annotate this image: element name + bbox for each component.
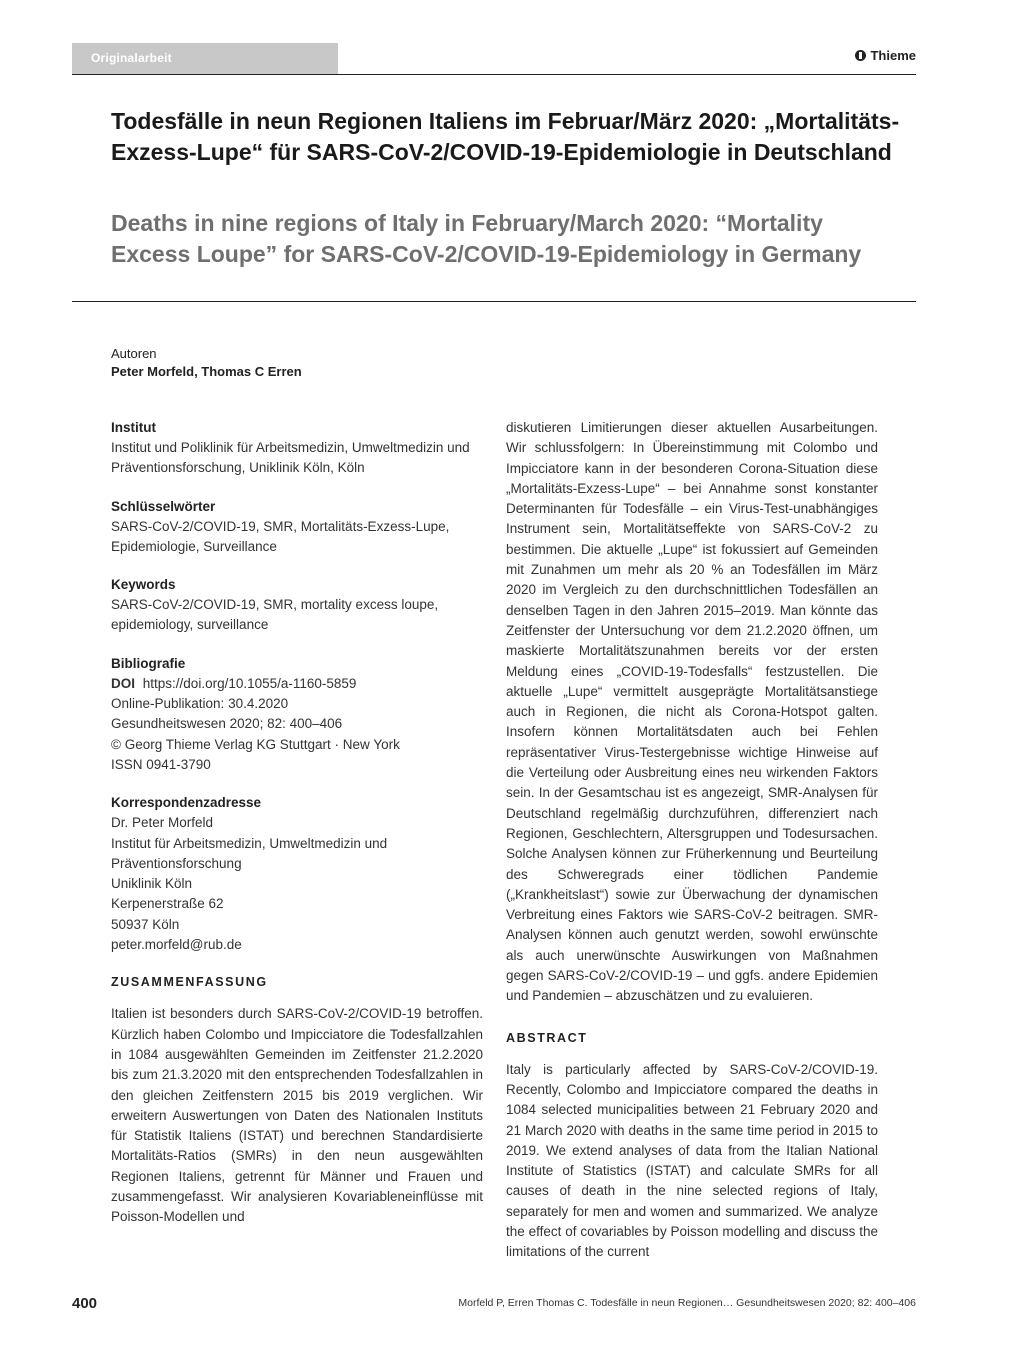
title-english: Deaths in nine regions of Italy in February/March 2020: “Mortality Excess Loupe” for SARS-CoV-2/COVID-19-Epidemiology in Germany [111, 210, 862, 267]
keywords-de-text: SARS-CoV-2/COVID-19, SMR, Mortalitäts-Exzess-Lupe, Epidemiologie, Surveillance [111, 518, 450, 554]
section-tab [72, 43, 338, 74]
authors-names: Peter Morfeld, Thomas C Erren [111, 364, 302, 379]
correspondence-line: 50937 Köln [111, 916, 180, 932]
bibliography-block [111, 654, 483, 775]
correspondence-line: Institut für Arbeitsmedizin, Umweltmedizin und [111, 835, 388, 851]
zusammenfassung-text-part2: diskutieren Limitierungen dieser aktuellen Ausarbeitungen. Wir schlussfolgern: In Übereinstimmung mit Colombo und Impicciatore kann in der besonderen Corona-Situation diese „Mortalitäts-Exzess-Lupe“ – bei Annahme sonst konstanter Determinanten für Todesfälle – ein Virus-Test-unabhängiges Instrument sein, Mortalitätseffekte von SARS-CoV-2 zu bestimmen. Die aktuelle „Lupe“ ist fokussiert auf Gemeinden mit Zunahmen um mehr als 20 % an Todesfällen im März 2020 im Vergleich zu den durchschnittlichen Todesfällen an denselben Tagen in den Jahren 2015–2019. Man könnte das Zeitfenster der Untersuchung vor dem 21.2.2020 öffnen, um maskierte Mortalitätszunahmen bereits vor der ersten Meldung eines „COVID-19-Todesfalls“ festzustellen. Die aktuelle „Lupe“ vermittelt ausgeprägte Mortalitätsanstiege auch in Regionen, die nicht als Corona-Hotspot galten. Insofern können Mortalitätsdaten auch bei Fehlen repräsentativer Virus-Testergebnisse wichtige Hinweise auf die Verteilung oder Ausbreitung eines neu wirkenden Faktors sein. In der Gesamtschau ist es angezeigt, SMR-Analysen für Deutschland regelmäßig durchzuführen, differenziert nach Regionen, Geschlechtern, Altersgruppen und Todesursachen. Solche Analysen können zur Früherkennung und Beurteilung des Schweregrads einer tödlichen Pandemie („Krankheitslast“) sowie zur Überwachung der dynamischen Verbreitung eines Faktors wie SARS-CoV-2 beitragen. SMR-Analysen können auch genutzt werden, sowohl erwünschte als auch unerwünschte Auswirkungen von Maßnahmen gegen SARS-CoV-2/COVID-19 – und ggfs. andere Epidemien und Pandemien – abzuschätzen und zu evaluieren. [506, 420, 878, 1004]
correspondence-line: Präventionsforschung [111, 855, 242, 871]
doi-line [111, 674, 483, 694]
publisher-logo [855, 48, 916, 63]
doi-link[interactable]: https://doi.org/10.1055/a-1160-5859 [142, 675, 357, 691]
keywords-de-block [111, 497, 483, 558]
correspondence-block [111, 793, 483, 955]
correspondence-line: Uniklinik Köln [111, 876, 193, 892]
keywords-en-text: SARS-CoV-2/COVID-19, SMR, mortality excess loupe, epidemiology, surveillance [111, 597, 439, 633]
institute-text: Institut und Poliklinik für Arbeitsmedizin, Umweltmedizin und Präventionsforschung, Uniklinik Köln, Köln [111, 440, 470, 476]
zusammenfassung-heading: ZUSAMMENFASSUNG [111, 975, 268, 990]
footer-citation: Morfeld P, Erren Thomas C. Todesfälle in neun Regionen… Gesundheitswesen 2020; 82: 400–406 [458, 1297, 916, 1309]
correspondence-line: Kerpenerstraße 62 [111, 896, 224, 912]
publisher-name: Thieme [870, 48, 916, 63]
abstract-text: Italy is particularly affected by SARS-CoV-2/COVID-19. Recently, Colombo and Impicciatore compared the deaths in 1084 selected municipalities between 21 February 2020 and 21 March 2020 with deaths in the same time period in 2015 to 2019. We extend analyses of data from the Italian National Institute of Statistics (ISTAT) and calculate SMRs for all causes of death in the nine selected regions of Italy, separately for men and women and summarized. We analyze the effect of covariables by Poisson modelling and discuss the limitations of the current [506, 1061, 878, 1260]
keywords-de-label: Schlüsselwörter [111, 498, 216, 514]
header-divider [72, 74, 916, 75]
section-tab-label: Originalarbeit [91, 51, 172, 65]
correspondence-email[interactable]: peter.morfeld@rub.de [111, 937, 242, 953]
keywords-en-label: Keywords [111, 577, 176, 593]
right-column [506, 418, 878, 1263]
left-column [111, 418, 483, 1228]
title-german: Todesfälle in neun Regionen Italiens im Februar/März 2020: „Mortalitäts-Exzess-Lupe“ für SARS-CoV-2/COVID-19-Epidemiologie in Deutschland [111, 108, 900, 165]
institute-label: Institut [111, 420, 156, 435]
online-publication: Online-Publikation: 30.4.2020 [111, 696, 289, 712]
institute-block [111, 418, 483, 479]
keywords-en-block [111, 575, 483, 636]
authors-label: Autoren [111, 346, 157, 361]
correspondence-line: Dr. Peter Morfeld [111, 815, 214, 831]
bibliography-label: Bibliografie [111, 655, 186, 671]
page-number: 400 [72, 1295, 98, 1312]
zusammenfassung-text-part1: Italien ist besonders durch SARS-CoV-2/COVID-19 betroffen. Kürzlich haben Colombo und Impicciatore die Todesfallzahlen in 1084 ausgewählten Gemeinden im Zeitfenster 21.2.2020 bis zum 21.3.2020 mit den entsprechenden Todesfallzahlen in den gleichen Zeitfenstern 2015 bis 2019 verglichen. Wir erweitern Auswertungen von Daten des Nationalen Instituts für Statistik Italiens (ISTAT) und berechnen Standardisierte Mortalitäts-Ratios (SMRs) in den neun ausgewählten Regionen Italiens, getrennt für Männer und Frauen und zusammengefasst. Wir analysieren Kovariableneinflüsse mit Poisson-Modellen und [111, 1006, 483, 1225]
issn: ISSN 0941-3790 [111, 756, 211, 772]
journal-reference: Gesundheitswesen 2020; 82: 400–406 [111, 716, 343, 732]
title-divider [72, 301, 916, 302]
doi-label: DOI [111, 675, 136, 691]
abstract-heading: ABSTRACT [506, 1030, 588, 1045]
copyright: © Georg Thieme Verlag KG Stuttgart · New York [111, 736, 400, 752]
correspondence-label: Korrespondenzadresse [111, 795, 262, 811]
thieme-logo-icon [855, 50, 866, 61]
